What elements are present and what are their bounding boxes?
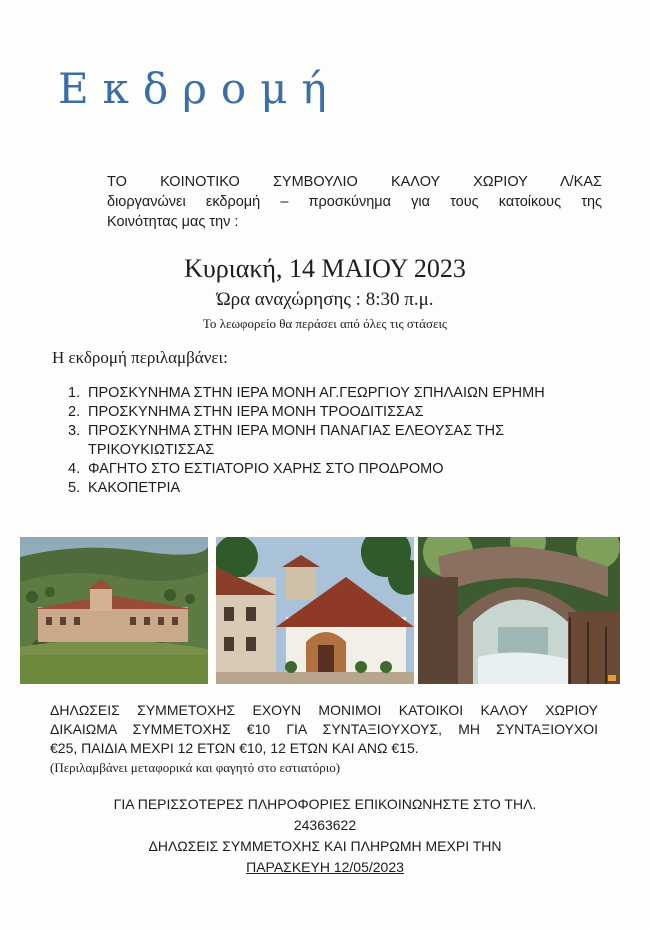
fee-note: €25, ΠΑΙΔΙΑ ΜΕΧΡΙ 12 ΕΤΩΝ €10, 12 ΕΤΩΝ ΚΑΙ ΑΝΩ €15. [50, 740, 419, 756]
intro-line: διοργανώνει εκδρομή – προσκύνημα για τους κατοίκους της [107, 194, 602, 210]
flyer-title: Εκδρομή [58, 64, 341, 113]
photo-strip [20, 537, 620, 684]
itinerary-list [68, 384, 628, 498]
church-photo [216, 537, 414, 684]
participation-notes [50, 701, 598, 777]
contact-line: ΓΙΑ ΠΕΡΙΣΣΟΤΕΡΕΣ ΠΛΗΡΟΦΟΡΙΕΣ ΕΠΙΚΟΙΝΩΝΗΣΤΕ ΣΤΟ ΤΗΛ. [113, 796, 537, 812]
phone-number: 24363622 [293, 817, 357, 833]
eligibility-note: ΔΗΛΩΣΕΙΣ ΣΥΜΜΕΤΟΧΗΣ ΕΧΟΥΝ ΜΟΝΙΜΟΙ ΚΑΤΟΙΚΟΙ ΚΑΛΟΥ ΧΩΡΙΟΥ [50, 702, 598, 718]
bridge-photo [418, 537, 620, 684]
list-item: 1. ΠΡΟΣΚΥΝΗΜΑ ΣΤΗΝ ΙΕΡΑ ΜΟΝΗ ΑΓ.ΓΕΩΡΓΙΟΥ ΣΠΗΛΑΙΩΝ ΕΡΗΜΗ [68, 385, 545, 401]
intro-line: Κοινότητας μας την : [107, 214, 239, 230]
intro-text [107, 172, 602, 232]
council-name: ΤΟ ΚΟΙΝΟΤΙΚΟ ΣΥΜΒΟΥΛΙΟ ΚΑΛΟΥ ΧΩΡΙΟΥ Λ/ΚΑΣ [107, 174, 602, 190]
departure-time: Ώρα αναχώρησης : 8:30 π.μ. [216, 289, 434, 310]
contact-info [0, 794, 650, 878]
includes-heading: Η εκδρομή περιλαμβάνει: [52, 348, 228, 367]
list-item: 5. ΚΑΚΟΠΕΤΡΙΑ [68, 480, 181, 496]
includes-note: (Περιλαμβάνει μεταφορικά και φαγητό στο εστιατόριο) [50, 760, 341, 775]
deadline-line: ΔΗΛΩΣΕΙΣ ΣΥΜΜΕΤΟΧΗΣ ΚΑΙ ΠΛΗΡΩΜΗ ΜΕΧΡΙ ΤΗΝ [148, 838, 502, 854]
bus-note: Το λεωφορείο θα περάσει από όλες τις στάσεις [202, 316, 448, 331]
fee-note: ΔΙΚΑΙΩΜΑ ΣΥΜΜΕΤΟΧΗΣ €10 ΓΙΑ ΣΥΝΤΑΞΙΟΥΧΟΥΣ, ΜΗ ΣΥΝΤΑΞΙΟΥΧΟΙ [50, 721, 598, 737]
monastery-photo [20, 537, 208, 684]
trip-date: Κυριακή, 14 ΜΑΙΟΥ 2023 [184, 254, 466, 283]
list-item: 2. ΠΡΟΣΚΥΝΗΜΑ ΣΤΗΝ ΙΕΡΑ ΜΟΝΗ ΤΡΟΟΔΙΤΙΣΣΑΣ [68, 404, 424, 420]
list-item: 3. ΠΡΟΣΚΥΝΗΜΑ ΣΤΗΝ ΙΕΡΑ ΜΟΝΗ ΠΑΝΑΓΙΑΣ ΕΛΕΟΥΣΑΣ ΤΗΣ ΤΡΙΚΟΥΚΙΩΤΙΣΣΑΣ [68, 423, 505, 458]
deadline-date: ΠΑΡΑΣΚΕΥΗ 12/05/2023 [246, 859, 404, 875]
list-item: 4. ΦΑΓΗΤΟ ΣΤΟ ΕΣΤΙΑΤΟΡΙΟ ΧΑΡΗΣ ΣΤΟ ΠΡΟΔΡΟΜΟ [68, 461, 444, 477]
